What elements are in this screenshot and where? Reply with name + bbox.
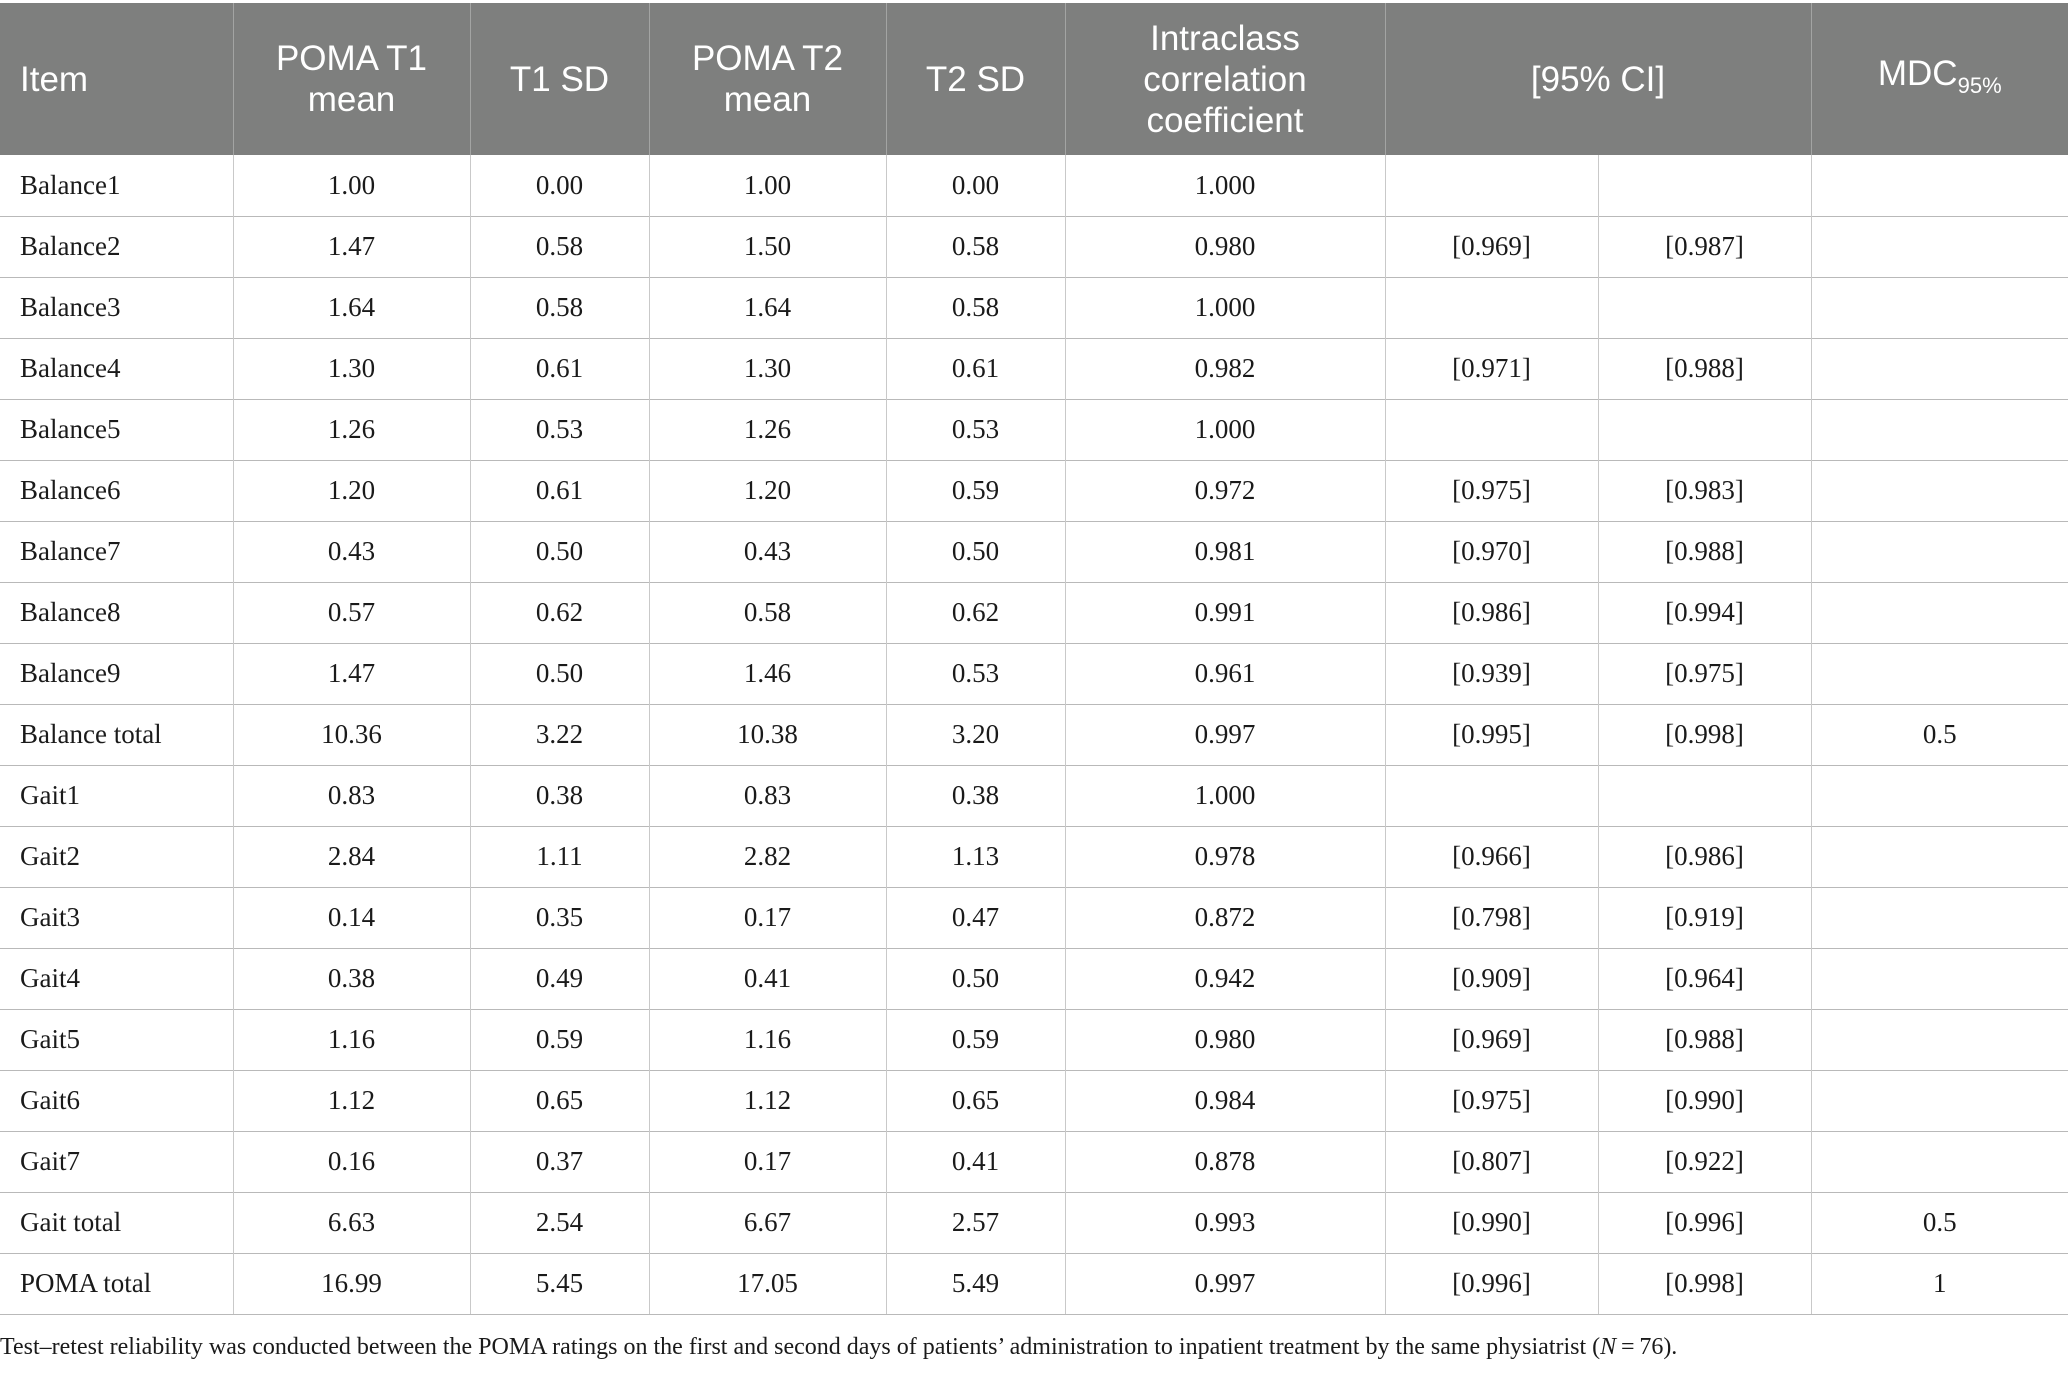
cell-t2-sd: 0.53 [886,643,1065,704]
cell-mdc [1811,399,2068,460]
cell-t1-mean: 6.63 [233,1192,470,1253]
cell-t2-sd: 0.58 [886,277,1065,338]
cell-t1-mean: 0.14 [233,887,470,948]
cell-t2-sd: 0.38 [886,765,1065,826]
cell-t2-mean: 0.17 [649,1131,886,1192]
header-ci: [95% CI] [1385,3,1811,155]
cell-item: Balance3 [0,277,233,338]
cell-ci-high: [0.986] [1598,826,1811,887]
cell-ci-high: [0.975] [1598,643,1811,704]
cell-mdc [1811,338,2068,399]
cell-mdc [1811,277,2068,338]
table-row [0,582,2068,643]
cell-t2-sd: 0.62 [886,582,1065,643]
cell-mdc [1811,1131,2068,1192]
cell-ci-low: [0.996] [1385,1253,1598,1314]
cell-t1-sd: 0.59 [470,1009,649,1070]
cell-item: Balance7 [0,521,233,582]
cell-mdc [1811,948,2068,1009]
footnote-text-after: = 76). [1616,1334,1678,1360]
cell-t1-mean: 1.20 [233,460,470,521]
table-row [0,1131,2068,1192]
table-row [0,1253,2068,1314]
cell-t1-sd: 0.58 [470,277,649,338]
header-mdc-main: MDC [1877,53,1958,93]
cell-icc: 1.000 [1065,399,1385,460]
cell-mdc: 1 [1811,1253,2068,1314]
cell-item: Gait total [0,1192,233,1253]
table-row [0,1009,2068,1070]
cell-t1-sd: 0.00 [470,155,649,216]
cell-t2-mean: 0.83 [649,765,886,826]
cell-mdc [1811,521,2068,582]
cell-t1-mean: 2.84 [233,826,470,887]
cell-ci-high [1598,155,1811,216]
cell-mdc [1811,1009,2068,1070]
table-body [0,155,2068,1314]
cell-t1-mean: 0.16 [233,1131,470,1192]
cell-t2-mean: 0.17 [649,887,886,948]
cell-mdc: 0.5 [1811,704,2068,765]
cell-mdc [1811,155,2068,216]
footnote-n-label: N [1600,1334,1617,1360]
cell-ci-low: [0.995] [1385,704,1598,765]
cell-ci-high: [0.990] [1598,1070,1811,1131]
header-t2-sd: T2 SD [886,3,1065,155]
cell-item: Balance9 [0,643,233,704]
cell-ci-low: [0.969] [1385,216,1598,277]
cell-t1-mean: 1.26 [233,399,470,460]
cell-icc: 0.997 [1065,1253,1385,1314]
header-mdc-sub: 95% [1957,72,2002,98]
cell-t2-mean: 0.58 [649,582,886,643]
cell-item: Gait4 [0,948,233,1009]
table-footnote [0,1334,1677,1361]
cell-ci-high: [0.988] [1598,521,1811,582]
cell-t1-mean: 1.30 [233,338,470,399]
cell-t1-mean: 1.00 [233,155,470,216]
cell-t2-sd: 0.50 [886,948,1065,1009]
cell-t2-mean: 1.16 [649,1009,886,1070]
cell-item: Gait7 [0,1131,233,1192]
table-row [0,216,2068,277]
cell-icc: 1.000 [1065,155,1385,216]
cell-ci-high: [0.922] [1598,1131,1811,1192]
cell-t1-sd: 0.35 [470,887,649,948]
cell-ci-high [1598,277,1811,338]
cell-icc: 0.942 [1065,948,1385,1009]
cell-ci-high: [0.988] [1598,338,1811,399]
table-header-row [0,3,2068,155]
cell-ci-high: [0.919] [1598,887,1811,948]
table-row [0,155,2068,216]
table-row [0,1192,2068,1253]
cell-t2-mean: 1.30 [649,338,886,399]
cell-t1-mean: 1.16 [233,1009,470,1070]
cell-icc: 1.000 [1065,277,1385,338]
cell-t2-mean: 0.41 [649,948,886,1009]
cell-t1-mean: 0.38 [233,948,470,1009]
cell-mdc [1811,887,2068,948]
cell-mdc [1811,460,2068,521]
cell-t1-sd: 1.11 [470,826,649,887]
cell-t2-mean: 10.38 [649,704,886,765]
cell-t2-sd: 0.65 [886,1070,1065,1131]
cell-t2-sd: 0.00 [886,155,1065,216]
cell-ci-high: [0.998] [1598,1253,1811,1314]
cell-t2-sd: 0.59 [886,1009,1065,1070]
cell-item: Balance1 [20,169,121,200]
cell-t1-sd: 3.22 [470,704,649,765]
cell-icc: 0.981 [1065,521,1385,582]
table-row [0,887,2068,948]
cell-t1-mean: 16.99 [233,1253,470,1314]
cell-t2-mean: 1.46 [649,643,886,704]
cell-icc: 0.984 [1065,1070,1385,1131]
cell-t1-mean: 0.83 [233,765,470,826]
cell-ci-low: [0.909] [1385,948,1598,1009]
cell-item: Balance8 [0,582,233,643]
cell-ci-low [1385,399,1598,460]
cell-t2-sd: 2.57 [886,1192,1065,1253]
table-row [0,277,2068,338]
cell-ci-high [1598,399,1811,460]
table-row [0,826,2068,887]
cell-t2-sd: 3.20 [886,704,1065,765]
header-mdc [1811,3,2068,155]
cell-t1-mean: 1.47 [233,643,470,704]
cell-t2-sd: 0.41 [886,1131,1065,1192]
cell-ci-low: [0.975] [1385,460,1598,521]
cell-mdc: 0.5 [1811,1192,2068,1253]
header-item: Item [0,3,233,155]
cell-t1-mean: 0.43 [233,521,470,582]
header-t2-mean: POMA T2 mean [649,3,886,155]
cell-t1-sd: 2.54 [470,1192,649,1253]
cell-icc: 0.878 [1065,1131,1385,1192]
cell-mdc [1811,643,2068,704]
cell-ci-low: [0.986] [1385,582,1598,643]
cell-ci-high: [0.996] [1598,1192,1811,1253]
cell-mdc [1811,765,2068,826]
cell-icc: 0.993 [1065,1192,1385,1253]
cell-mdc [1811,826,2068,887]
cell-icc: 0.972 [1065,460,1385,521]
cell-ci-high [1598,765,1811,826]
table-row [0,399,2068,460]
cell-t2-sd: 1.13 [886,826,1065,887]
cell-t2-mean: 1.20 [649,460,886,521]
cell-t1-sd: 0.49 [470,948,649,1009]
cell-t2-sd: 5.49 [886,1253,1065,1314]
cell-mdc [1811,216,2068,277]
header-icc: Intraclass correlation coefficient [1065,3,1385,155]
cell-ci-low: [0.798] [1385,887,1598,948]
cell-t1-mean: 1.12 [233,1070,470,1131]
cell-icc: 0.872 [1065,887,1385,948]
table-row [0,1070,2068,1131]
cell-t1-sd: 0.62 [470,582,649,643]
cell-mdc [1811,1070,2068,1131]
table-row [0,338,2068,399]
cell-t2-mean: 6.67 [649,1192,886,1253]
cell-item: Balance5 [0,399,233,460]
cell-t1-sd: 0.65 [470,1070,649,1131]
cell-icc: 0.980 [1065,1009,1385,1070]
cell-t1-sd: 0.37 [470,1131,649,1192]
cell-t1-sd: 0.50 [470,643,649,704]
cell-t1-sd: 5.45 [470,1253,649,1314]
cell-icc: 0.980 [1065,216,1385,277]
cell-ci-low [1385,155,1598,216]
cell-t2-sd: 0.50 [886,521,1065,582]
cell-ci-low: [0.990] [1385,1192,1598,1253]
cell-t2-sd: 0.58 [886,216,1065,277]
cell-item: Gait1 [0,765,233,826]
cell-item: POMA total [0,1253,233,1314]
cell-t1-sd: 0.61 [470,338,649,399]
cell-item: Balance2 [0,216,233,277]
cell-t2-mean: 17.05 [649,1253,886,1314]
cell-t2-sd: 0.53 [886,399,1065,460]
table-row [0,948,2068,1009]
cell-t2-mean: 1.50 [649,216,886,277]
cell-t1-sd: 0.50 [470,521,649,582]
cell-ci-high: [0.988] [1598,1009,1811,1070]
cell-ci-high: [0.964] [1598,948,1811,1009]
cell-ci-low: [0.807] [1385,1131,1598,1192]
cell-ci-low: [0.939] [1385,643,1598,704]
cell-t1-mean: 1.47 [233,216,470,277]
cell-t2-sd: 0.59 [886,460,1065,521]
cell-item: Gait3 [0,887,233,948]
table-row [0,704,2068,765]
poma-reliability-table [0,3,2068,1315]
cell-icc: 0.982 [1065,338,1385,399]
cell-t1-sd: 0.58 [470,216,649,277]
cell-t1-sd: 0.53 [470,399,649,460]
cell-t2-mean: 1.12 [649,1070,886,1131]
cell-ci-high: [0.994] [1598,582,1811,643]
cell-item: Balance6 [0,460,233,521]
table-row [0,521,2068,582]
cell-t2-mean: 1.64 [649,277,886,338]
cell-t2-mean: 1.00 [649,155,886,216]
cell-ci-low: [0.975] [1385,1070,1598,1131]
table-row [0,643,2068,704]
cell-ci-high: [0.998] [1598,704,1811,765]
cell-icc: 0.961 [1065,643,1385,704]
cell-icc: 0.997 [1065,704,1385,765]
table-row [0,765,2068,826]
cell-mdc [1811,582,2068,643]
cell-item: Balance4 [0,338,233,399]
cell-t2-mean: 0.43 [649,521,886,582]
cell-ci-low: [0.966] [1385,826,1598,887]
cell-ci-low: [0.970] [1385,521,1598,582]
cell-ci-low: [0.971] [1385,338,1598,399]
cell-item: Balance total [0,704,233,765]
header-t1-mean: POMA T1 mean [233,3,470,155]
table-row [0,460,2068,521]
cell-t1-sd: 0.61 [470,460,649,521]
cell-icc: 0.991 [1065,582,1385,643]
cell-t2-mean: 2.82 [649,826,886,887]
cell-t1-sd: 0.38 [470,765,649,826]
cell-ci-low: [0.969] [1385,1009,1598,1070]
cell-t2-sd: 0.47 [886,887,1065,948]
cell-icc: 0.978 [1065,826,1385,887]
cell-ci-low [1385,765,1598,826]
cell-t2-sd: 0.61 [886,338,1065,399]
cell-t1-mean: 10.36 [233,704,470,765]
cell-item: Gait5 [0,1009,233,1070]
cell-ci-low [1385,277,1598,338]
cell-t1-mean: 0.57 [233,582,470,643]
cell-ci-high: [0.983] [1598,460,1811,521]
cell-item: Gait6 [0,1070,233,1131]
cell-item: Gait2 [0,826,233,887]
cell-t1-mean: 1.64 [233,277,470,338]
cell-t2-mean: 1.26 [649,399,886,460]
cell-ci-high: [0.987] [1598,216,1811,277]
footnote-text-before: Test–retest reliability was conducted between the POMA ratings on the first and second days of patients’ administration to inpatient treatment by the same physiatrist ( [0,1334,1601,1360]
cell-icc: 1.000 [1065,765,1385,826]
header-t1-sd: T1 SD [470,3,649,155]
